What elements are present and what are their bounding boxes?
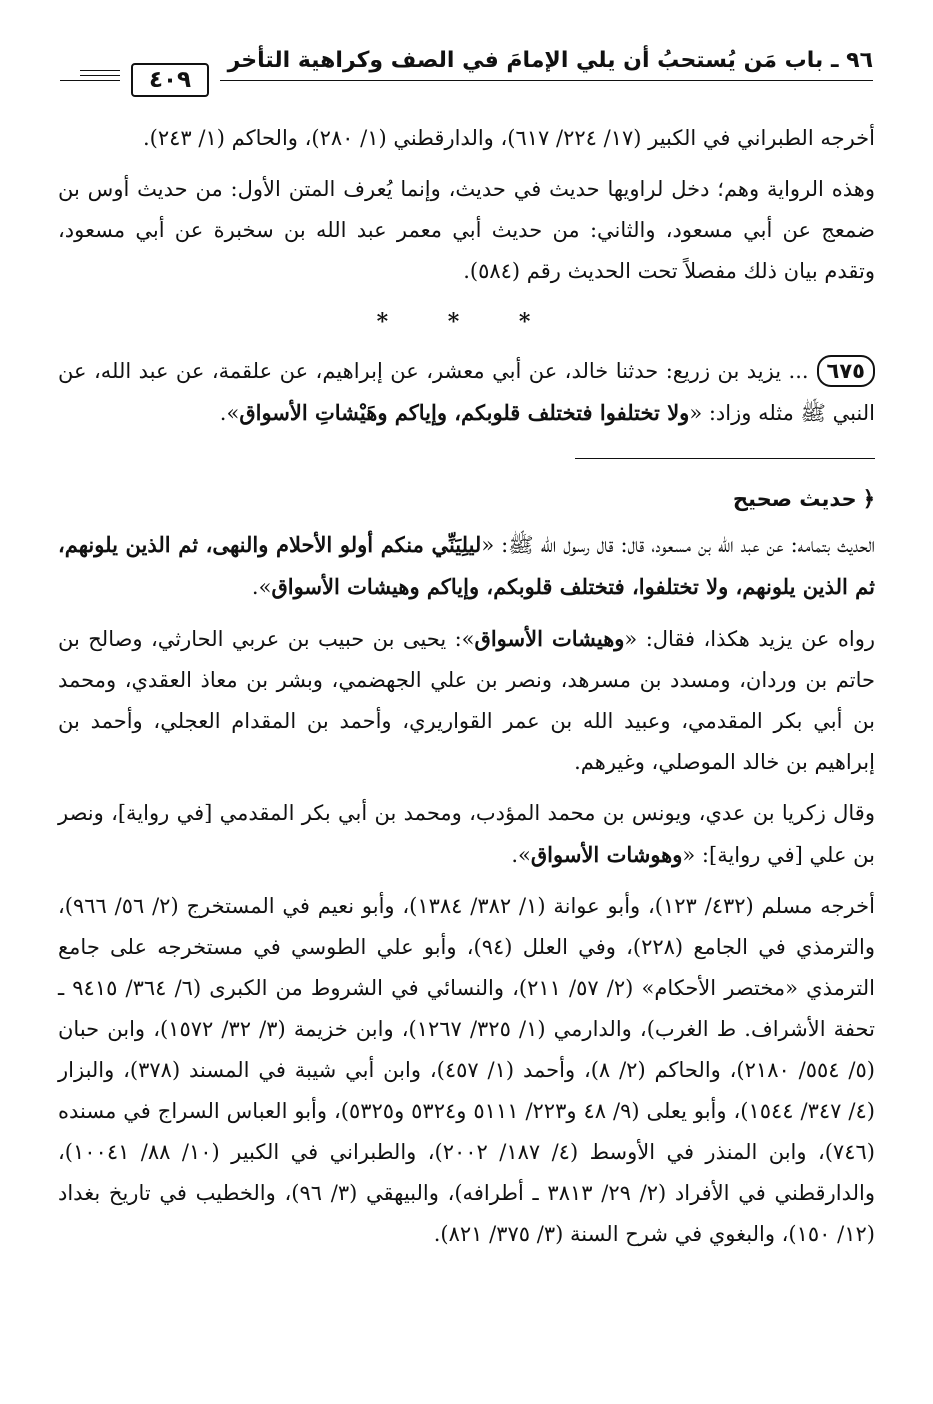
commentary-p2-bold: وهيشات الأسواق (474, 626, 625, 651)
chapter-title: ٩٦ ـ باب مَن يُستحبُ أن يلي الإمامَ في الصف وكراهية التأخر (227, 48, 873, 73)
page-number-ornament (120, 62, 220, 98)
commentary-p1-text: الحديث بتمامه: عن عبد الله بن مسعود، قال: قال رسول الله ﷺ: « (481, 533, 875, 557)
hadith-text-end: ». (219, 401, 240, 425)
ornament-lines (80, 66, 120, 86)
hadith-paragraph (58, 351, 875, 434)
commentary-p1-end: ». (251, 575, 272, 599)
separator-rule (575, 458, 875, 459)
commentary-p3-bold: وهوشات الأسواق (530, 842, 683, 867)
grade-label: حديث صحيح (732, 487, 857, 511)
commentary-p2-text-b: »: يحيى بن حبيب بن عربي الحارثي، وصالح بن حاتم بن وردان، ومسدد بن مسرهد، ونصر بن علي الجهضمي، وبشر بن معاذ العقدي، ومحمد بن أبي بكر المقدمي، وعبيد الله بن عمر القواريري، وأحمد بن المقدام العجلي، وأحمد بن إبراهيم بن خالد الموصلي، وغيرهم. (58, 627, 875, 774)
commentary-variant (58, 793, 875, 876)
page-header (60, 44, 873, 104)
commentary-narrators (58, 618, 875, 783)
page-number: ٤٠٩ (131, 63, 209, 97)
commentary-p1-bold: ليلِيَنِّي منكم أولو الأحلام والنهى، ثم الذين يلونهم، ثم الذين يلونهم، ولا تختلفوا، فتختلف قلوبكم، وإياكم وهيشات الأسواق (58, 532, 875, 599)
hadith-number: ٦٧٥ (817, 355, 875, 387)
commentary-p3-text: وقال زكريا بن عدي، ويونس بن محمد المؤدب، ومحمد بن أبي بكر المقدمي [في رواية]، ونصر بن علي [في رواية]: « (58, 801, 875, 867)
hadith-grade (58, 479, 875, 520)
hadith-text: ... يزيد بن زريع: حدثنا خالد، عن أبي معشر، عن إبراهيم، عن علقمة، عن عبد الله، عن النبي ﷺ مثله وزاد: « (58, 359, 875, 425)
hadith-bold-text: ولا تختلفوا فتختلف قلوبكم، وإياكم وهَيْشاتِ الأسواق (239, 400, 690, 425)
paragraph-takhrij-1: أخرجه الطبراني في الكبير (١٧/ ٢٢٤/ ٦١٧)، والدارقطني (١/ ٢٨٠)، والحاكم (١/ ٢٤٣). (142, 126, 875, 150)
commentary-takhrij: أخرجه مسلم (٤٣٢/ ١٢٣)، وأبو عوانة (١/ ٣٨٢/ ١٣٨٤)، وأبو نعيم في المستخرج (٢/ ٥٦/ ٩٦٦)، والترمذي في الجامع (٢٢٨)، وفي العلل (٩٤)، وأبو علي الطوسي في مستخرجه على جامع الترمذي «مختصر الأحكام» (٢/ ٥٧/ ٢١١)، والنسائي في الشروط من الكبرى (٦/ ٣٦٤/ ٩٤١٥ ـ تحفة الأشراف. ط الغرب)، والدارمي (١/ ٣٢٥/ ١٢٦٧)، وابن خزيمة (٣/ ٣٢/ ١٥٧٢)، وابن حبان (٥/ ٥٥٤/ ٢١٨٠)، والحاكم (٢/ ٨)، وأحمد (١/ ٤٥٧)، وابن أبي شيبة في المسند (٣٧٨)، والبزار (٤/ ٣٤٧/ ١٥٤٤)، وأبو يعلى (٩/ ٤٨ و٢٢٣/ ٥١١١ و٥٣٢٤ و٥٣٢٥)، وأبو العباس السراج في مسنده (٧٤٦)، وابن المنذر في الأوسط (٤/ ١٨٧/ ٢٠٠٢)، والطبراني في الكبير (١٠/ ٨٨/ ١٠٠٤١)، والدارقطني في الأفراد (٢/ ٢٩/ ٣٨١٣ ـ أطرافه)، والبيهقي (٣/ ٩٦)، والخطيب في تاريخ بغداد (١٢/ ١٥٠)، والبغوي في شرح السنة (٣/ ٣٧٥/ ٨٢١). (58, 894, 876, 1246)
commentary-p2-text-a: رواه عن يزيد هكذا، فقال: « (624, 627, 875, 651)
grade-marker-icon: ﴿ (862, 487, 875, 511)
page-body (58, 118, 875, 1265)
commentary-p3-end: ». (511, 843, 531, 867)
paragraph-illa: وهذه الرواية وهم؛ دخل لراويها حديث في حديث، وإنما يُعرف المتن الأول: من حديث أوس بن ضمعج عن أبي مسعود، والثاني: من حديث أبي معمر عبد الله بن سخبرة عن أبي مسعود، وتقدم بيان ذلك مفصلاً تحت الحديث رقم (٥٨٤). (58, 177, 875, 283)
commentary-full-text (58, 524, 875, 608)
section-stars: * * * (376, 309, 557, 335)
